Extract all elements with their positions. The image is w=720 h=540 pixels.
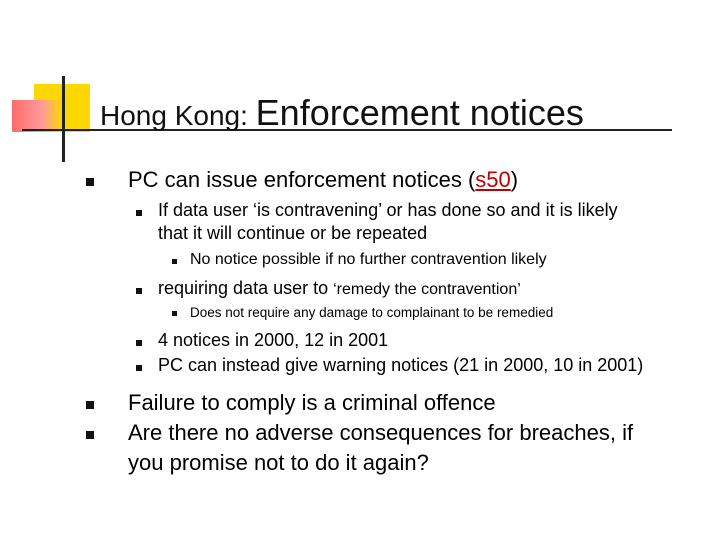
title-part-1: Hong Kong:: [100, 100, 256, 131]
bullet-notices-count: 4 notices in 2000, 12 in 2001: [158, 330, 389, 350]
square-bullet-icon: [136, 365, 142, 371]
bullet-criminal-offence: Failure to comply is a criminal offence: [128, 390, 496, 415]
square-bullet-icon: [86, 401, 94, 409]
square-bullet-icon: [136, 340, 142, 346]
bullet-text: PC can issue enforcement notices (: [128, 167, 476, 192]
bullet-adverse-line2: you promise not to do it again?: [128, 450, 429, 475]
bullet-text-end: ): [510, 167, 519, 192]
title-part-2: Enforcement notices: [255, 92, 584, 133]
bullet-contravening-line1: If data user ‘is contravening’ or has done so and it is likely: [158, 200, 618, 220]
bullet-text: requiring data user to: [158, 278, 334, 298]
square-bullet-icon: [136, 210, 142, 216]
square-bullet-icon: [172, 259, 177, 264]
slide-title: [100, 92, 584, 134]
bullet-warning-notices: PC can instead give warning notices (21 in 2000, 10 in 2001): [158, 355, 644, 375]
logo-red-gradient: [12, 100, 62, 132]
s50-link[interactable]: s50: [475, 167, 511, 192]
square-bullet-icon: [172, 311, 177, 316]
remedy-quote: ‘remedy the contravention’: [333, 281, 521, 298]
bullet-adverse-line1: Are there no adverse consequences for breaches, if: [128, 420, 634, 445]
square-bullet-icon: [136, 288, 142, 294]
bullet-no-notice: No notice possible if no further contravention likely: [190, 251, 547, 268]
bullet-no-damage: Does not require any damage to complainant to be remedied: [190, 305, 554, 320]
logo-vertical-line: [62, 76, 65, 162]
bullet-contravening-line2: that it will continue or be repeated: [158, 223, 428, 243]
bullet-pc-enforcement: [128, 167, 518, 193]
square-bullet-icon: [86, 431, 94, 439]
bullet-requiring-remedy: [158, 278, 521, 299]
square-bullet-icon: [86, 178, 94, 186]
